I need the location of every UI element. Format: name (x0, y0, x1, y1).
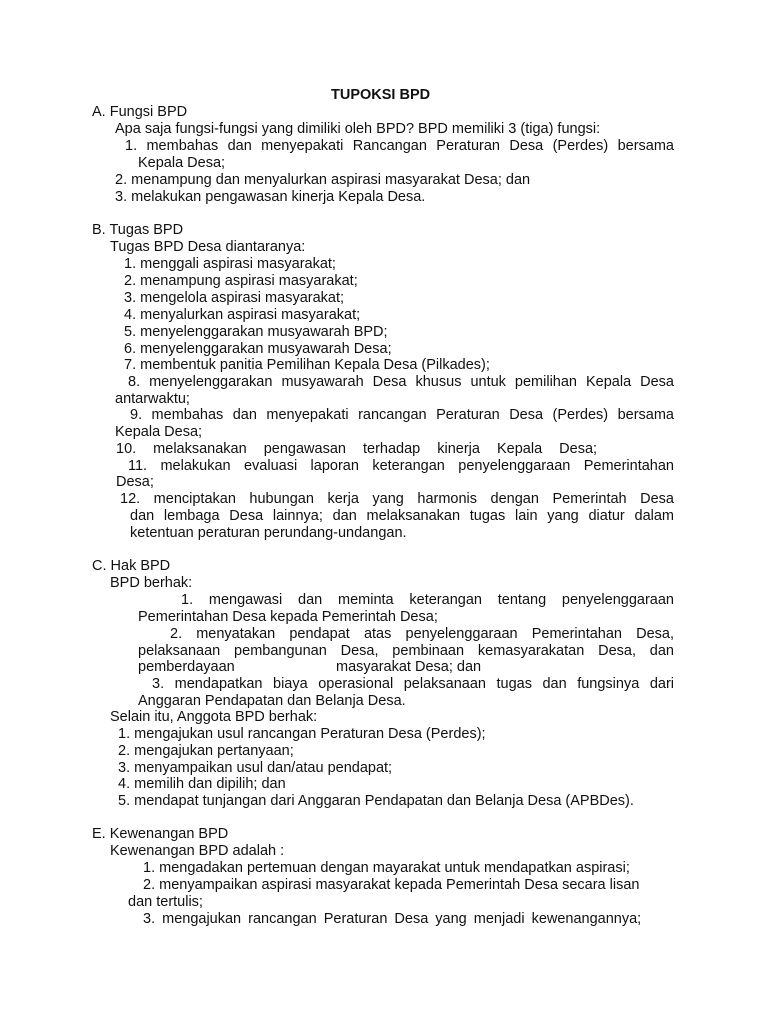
fungsi-item: Kepala Desa; (138, 155, 226, 171)
tugas-item: 2. menampung aspirasi masyarakat; (124, 273, 358, 289)
tugas-item: 3. mengelola aspirasi masyarakat; (124, 290, 345, 306)
hak-item: pemberdayaan (138, 659, 235, 675)
hak-item: masyarakat Desa; dan (336, 659, 482, 675)
tugas-item: 4. menyalurkan aspirasi masyarakat; (124, 307, 361, 323)
hak-anggota-item: 3. menyampaikan usul dan/atau pendapat; (118, 760, 393, 776)
tugas-item: Desa; (116, 474, 154, 490)
tugas-item: 8. menyelenggarakan musyawarah Desa khusus untuk pemilihan Kepala Desa (128, 374, 674, 390)
tugas-item: 12. menciptakan hubungan kerja yang harmonis dengan Pemerintah Desa (120, 491, 674, 507)
document-title: TUPOKSI BPD (331, 87, 431, 103)
tugas-intro: Tugas BPD Desa diantaranya: (110, 239, 306, 255)
tugas-item: antarwaktu; (115, 391, 190, 407)
fungsi-item: 3. melakukan pengawasan kinerja Kepala Desa. (115, 189, 426, 205)
tugas-item: Kepala Desa; (115, 424, 203, 440)
kewenangan-item: 2. menyampaikan aspirasi masyarakat kepada Pemerintah Desa secara lisan (143, 877, 640, 893)
hak-item: Anggaran Pendapatan dan Belanja Desa. (138, 693, 406, 709)
tugas-item: 6. menyelenggarakan musyawarah Desa; (124, 341, 392, 357)
hak-intro: BPD berhak: (110, 575, 193, 591)
hak-item: 2. menyatakan pendapat atas penyelenggaraan Pemerintahan Desa, (170, 626, 674, 642)
fungsi-item: 2. menampung dan menyalurkan aspirasi masyarakat Desa; dan (115, 172, 531, 188)
hak-item: Pemerintahan Desa kepada Pemerintah Desa; (138, 609, 438, 625)
hak-anggota-item: 5. mendapat tunjangan dari Anggaran Pendapatan dan Belanja Desa (APBDes). (118, 793, 634, 809)
tugas-item: 9. membahas dan menyepakati rancangan Peraturan Desa (Perdes) bersama (130, 407, 674, 423)
hak-item: 1. mengawasi dan meminta keterangan tentang penyelenggaraan (181, 592, 674, 608)
kewenangan-item: dan tertulis; (128, 894, 203, 910)
kewenangan-item: 3. mengajukan rancangan Peraturan Desa yang menjadi kewenangannya; (143, 911, 642, 927)
tugas-item: 5. menyelenggarakan musyawarah BPD; (124, 324, 388, 340)
fungsi-intro: Apa saja fungsi-fungsi yang dimiliki oleh BPD? BPD memiliki 3 (tiga) fungsi: (115, 121, 601, 137)
tugas-item: 7. membentuk panitia Pemilihan Kepala Desa (Pilkades); (124, 357, 490, 373)
hak-anggota-item: 2. mengajukan pertanyaan; (118, 743, 294, 759)
section-heading-fungsi: A. Fungsi BPD (92, 104, 188, 120)
section-heading-kewenangan: E. Kewenangan BPD (92, 826, 229, 842)
section-heading-hak: C. Hak BPD (92, 558, 171, 574)
hak-item: pelaksanaan pembangunan Desa, pembinaan kemasyarakatan Desa, dan (138, 643, 674, 659)
section-heading-tugas: B. Tugas BPD (92, 222, 184, 238)
tugas-item: dan lembaga Desa lainnya; dan melaksanakan tugas lain yang diatur dalam (130, 508, 674, 524)
hak-anggota-item: 4. memilih dan dipilih; dan (118, 776, 286, 792)
tugas-item: 10. melaksanakan pengawasan terhadap kinerja Kepala Desa; (116, 441, 598, 457)
hak-anggota-item: 1. mengajukan usul rancangan Peraturan Desa (Perdes); (118, 726, 486, 742)
fungsi-item: 1. membahas dan menyepakati Rancangan Peraturan Desa (Perdes) bersama (125, 138, 674, 154)
kewenangan-item: 1. mengadakan pertemuan dengan mayarakat untuk mendapatkan aspirasi; (143, 860, 630, 876)
hak-item: 3. mendapatkan biaya operasional pelaksanaan tugas dan fungsinya dari (152, 676, 674, 692)
tugas-item: ketentuan peraturan perundang-undangan. (130, 525, 407, 541)
tugas-item: 1. menggali aspirasi masyarakat; (124, 256, 336, 272)
hak-anggota-intro: Selain itu, Anggota BPD berhak: (110, 709, 318, 725)
tugas-item: 11. melakukan evaluasi laporan keterangan penyelenggaraan Pemerintahan (128, 458, 674, 474)
kewenangan-intro: Kewenangan BPD adalah : (110, 843, 285, 859)
